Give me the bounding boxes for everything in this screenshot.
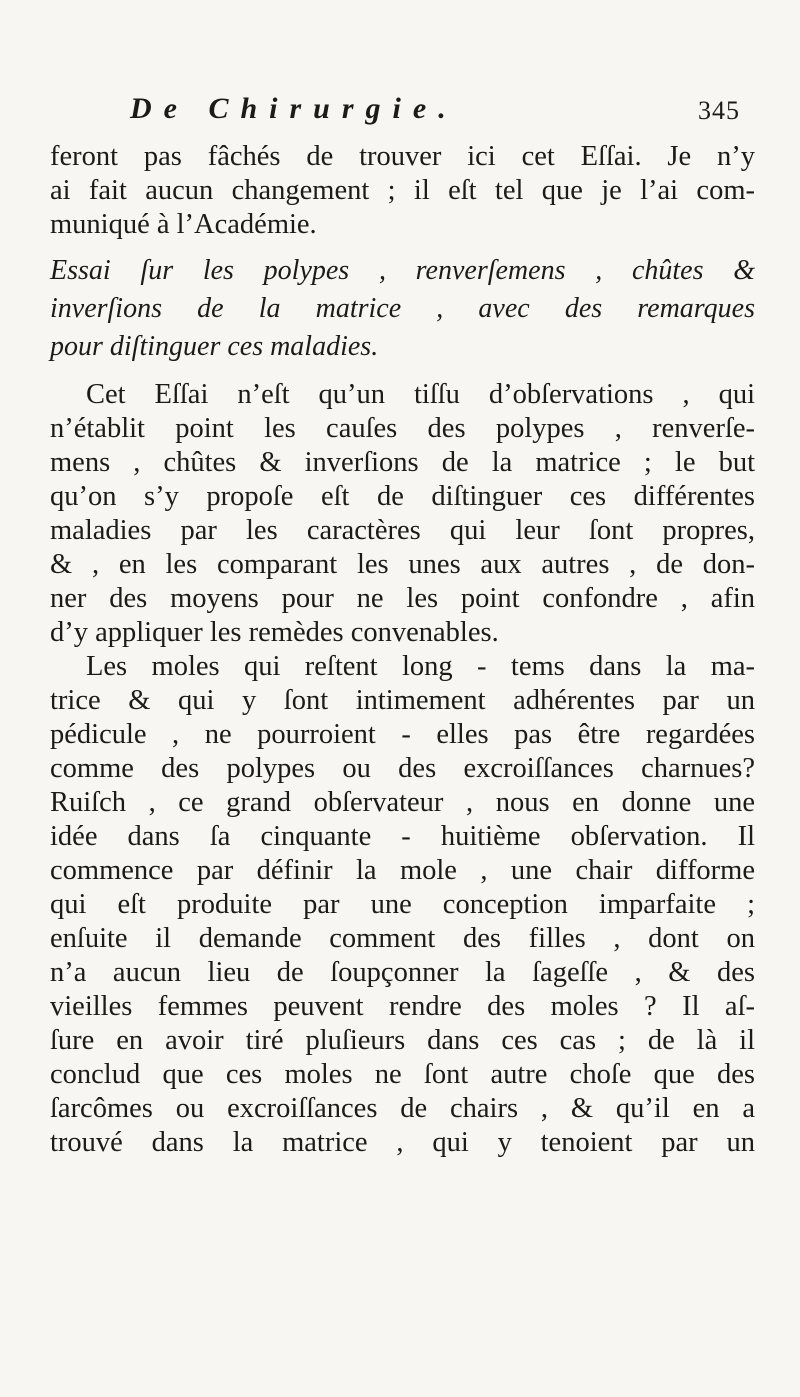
- heading-line: pour diſtinguer ces maladies.: [50, 331, 379, 362]
- text-line: idée dans ſa cinquante - huitième obſervation. Il: [50, 821, 755, 852]
- heading-line: inverſions de la matrice , avec des remarques: [50, 293, 755, 324]
- paragraph: [50, 378, 755, 650]
- text-line: trouvé dans la matrice , qui y tenoient par un: [50, 1127, 755, 1158]
- body-text: [50, 140, 755, 1160]
- text-line: Les moles qui reſtent long - tems dans la ma-: [86, 651, 755, 682]
- text-line: ai fait aucun changement ; il eſt tel que je l’ai com-: [50, 175, 755, 206]
- text-line: n’a aucun lieu de ſoupçonner la ſageſſe , & des: [50, 957, 755, 988]
- text-line: Ruiſch , ce grand obſervateur , nous en donne une: [50, 787, 755, 818]
- text-line: muniqué à l’Académie.: [50, 209, 317, 240]
- text-line: enſuite il demande comment des filles , dont on: [50, 923, 755, 954]
- running-head: [120, 92, 740, 128]
- text-line: mens , chûtes & inverſions de la matrice ; le but: [50, 447, 755, 478]
- text-line: n’établit point les cauſes des polypes , renverſe-: [50, 413, 755, 444]
- text-line: ſarcômes ou excroiſſances de chairs , & qu’il en a: [50, 1093, 755, 1124]
- text-line: vieilles femmes peuvent rendre des moles ? Il aſ-: [50, 991, 755, 1022]
- running-title: De Chirurgie.: [130, 92, 458, 125]
- text-line: ner des moyens pour ne les point confondre , afin: [50, 583, 755, 614]
- paragraph-continuation: [50, 140, 755, 242]
- text-line: & , en les comparant les unes aux autres , de don-: [50, 549, 755, 580]
- text-line: qui eſt produite par une conception imparfaite ;: [50, 889, 755, 920]
- text-line: ſure en avoir tiré pluſieurs dans ces cas ; de là il: [50, 1025, 755, 1056]
- section-heading: [50, 252, 755, 366]
- paragraph: [50, 650, 755, 1160]
- text-line: conclud que ces moles ne ſont autre choſe que des: [50, 1059, 755, 1090]
- text-line: trice & qui y ſont intimement adhérentes par un: [50, 685, 755, 716]
- heading-line: Essai ſur les polypes , renverſemens , chûtes &: [50, 255, 755, 286]
- text-line: d’y appliquer les remèdes convenables.: [50, 617, 499, 648]
- text-line: qu’on s’y propoſe eſt de diſtinguer ces différentes: [50, 481, 755, 512]
- text-line: pédicule , ne pourroient - elles pas être regardées: [50, 719, 755, 750]
- text-line: Cet Eſſai n’eſt qu’un tiſſu d’obſervations , qui: [86, 379, 755, 410]
- text-line: comme des polypes ou des excroiſſances charnues?: [50, 753, 755, 784]
- text-line: maladies par les caractères qui leur ſont propres,: [50, 515, 755, 546]
- text-line: commence par définir la mole , une chair difforme: [50, 855, 755, 886]
- text-line: feront pas fâchés de trouver ici cet Eſſai. Je n’y: [50, 141, 755, 172]
- page-number: 345: [698, 96, 740, 125]
